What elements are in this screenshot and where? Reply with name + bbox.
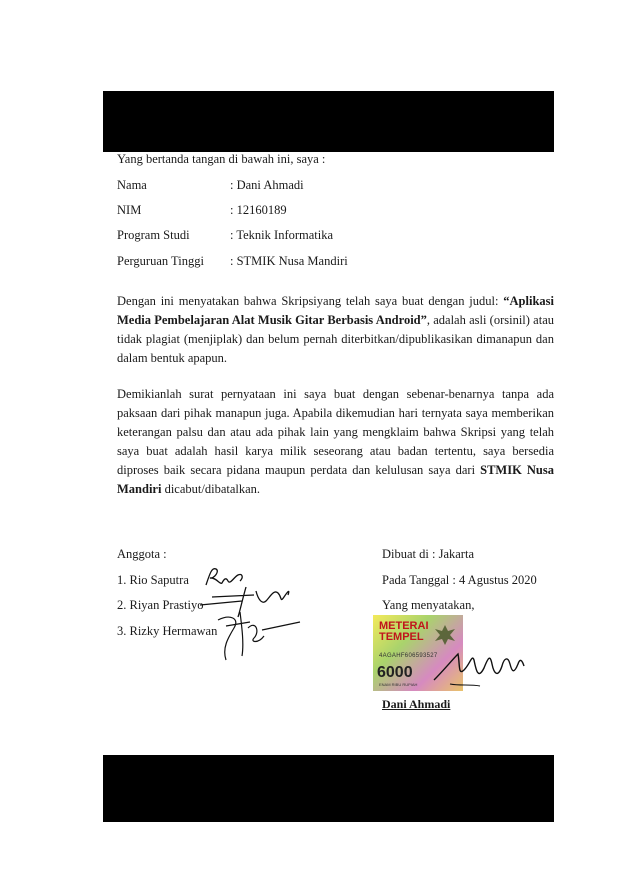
field-label-nama: Nama bbox=[117, 178, 147, 192]
closing-paragraph bbox=[117, 385, 554, 499]
member-3: 3. Rizky Hermawan bbox=[117, 624, 218, 638]
member-2: 2. Riyan Prastiyo bbox=[117, 598, 204, 612]
members-heading: Anggota : bbox=[117, 547, 167, 561]
signer-name: Dani Ahmadi bbox=[382, 697, 451, 711]
signing-date: Pada Tanggal : 4 Agustus 2020 bbox=[382, 573, 537, 587]
field-label-prodi: Program Studi bbox=[117, 228, 190, 242]
field-value-pt: : STMIK Nusa Mandiri bbox=[230, 254, 348, 268]
declaration-part2: , adalah asli (orsinil) atau tidak plagiat (menjiplak) dan belum pernah diterbitkan/dipublikasikan dimanapun dan dalam bentuk apapun. bbox=[117, 313, 554, 365]
field-label-pt: Perguruan Tinggi bbox=[117, 254, 204, 268]
redaction-bar-top bbox=[103, 91, 554, 152]
field-label-nim: NIM bbox=[117, 203, 142, 217]
signature-dani bbox=[430, 640, 530, 700]
declaration-paragraph bbox=[117, 292, 554, 368]
stamp-code: 4AGAHF606593527 bbox=[379, 653, 438, 659]
thesis-title: “Aplikasi Media Pembelajaran Alat Musik Gitar Berbasis Android” bbox=[117, 294, 554, 327]
intro-text: Yang bertanda tangan di bawah ini, saya : bbox=[117, 152, 326, 166]
closing-end: dicabut/dibatalkan. bbox=[161, 482, 261, 496]
member-1: 1. Rio Saputra bbox=[117, 573, 189, 587]
field-value-nama: : Dani Ahmadi bbox=[230, 178, 304, 192]
signing-statement: Yang menyatakan, bbox=[382, 598, 475, 612]
stamp-value: 6000 bbox=[377, 664, 413, 681]
stamp-label: METERAI TEMPEL bbox=[379, 620, 429, 643]
signature-rizky bbox=[200, 608, 310, 668]
field-value-nim: : 12160189 bbox=[230, 203, 287, 217]
field-value-prodi: : Teknik Informatika bbox=[230, 228, 334, 242]
stamp-subtext: ENAM RIBU RUPIAH bbox=[379, 682, 418, 687]
declaration-part1: Dengan ini menyatakan bahwa Skripsiyang telah saya buat dengan judul: bbox=[117, 294, 504, 308]
redaction-bar-bottom bbox=[103, 755, 554, 822]
closing-text: Demikianlah surat pernyataan ini saya buat dengan sebenar-benarnya tanpa ada paksaan dari pihak manapun juga. Apabila dikemudian hari ternyata saya memberikan keterangan palsu dan atau ada pihak lain yang mengklaim bahwa Skripsi yang telah saya buat adalah hasil karya milik seseorang atau badan tertentu, saya bersedia diproses baik secara pidana maupun perdata dan kelulusan saya dari bbox=[117, 387, 554, 477]
closing-institution: STMIK Nusa Mandiri bbox=[117, 463, 554, 496]
signing-place: Dibuat di : Jakarta bbox=[382, 547, 474, 561]
